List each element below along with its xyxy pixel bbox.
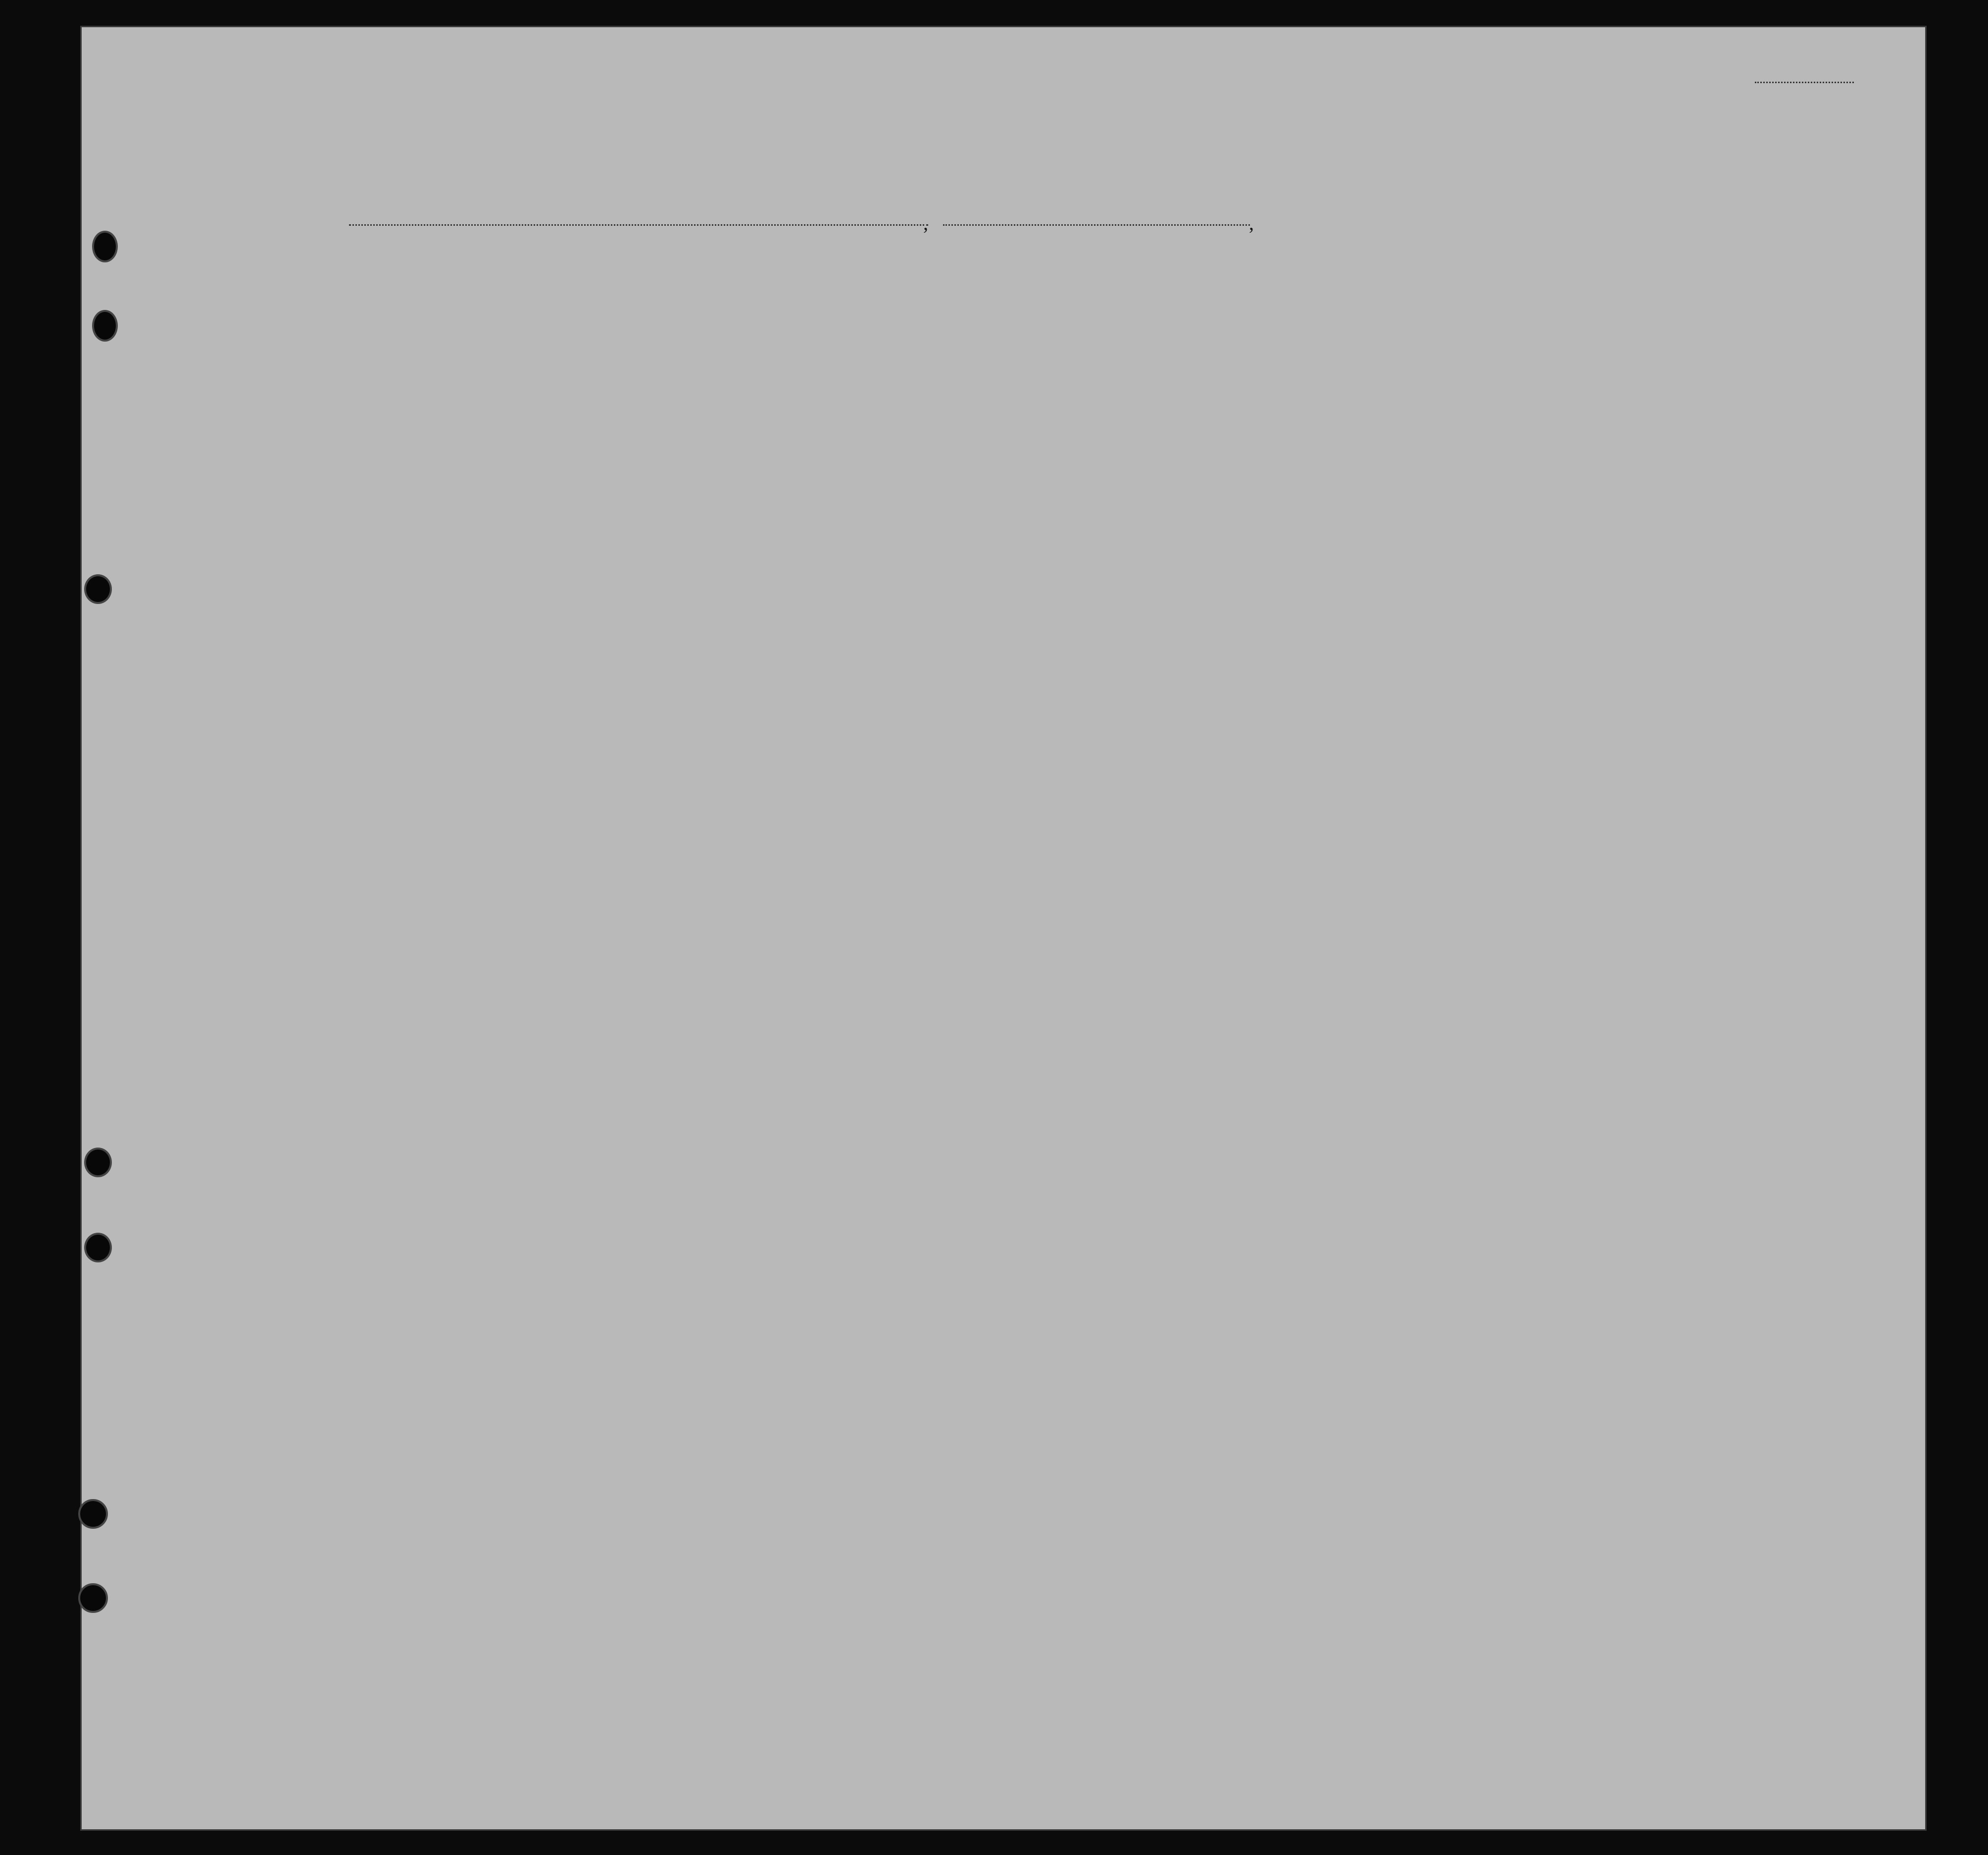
binder-hole [78,1583,108,1613]
comma-2: , [1249,212,1254,234]
comma: , [923,212,928,234]
binder-hole [84,574,112,604]
binder-hole [92,310,118,342]
binder-hole [84,1148,112,1177]
form-grid [82,27,1925,1829]
binder-hole [92,231,118,262]
binder-hole [84,1233,112,1262]
port-dotted-line [349,224,928,226]
manifest-sheet [80,26,1927,1831]
binder-hole [78,1499,108,1529]
list-dotted-line [1755,82,1854,83]
date-dotted-line [943,224,1250,226]
